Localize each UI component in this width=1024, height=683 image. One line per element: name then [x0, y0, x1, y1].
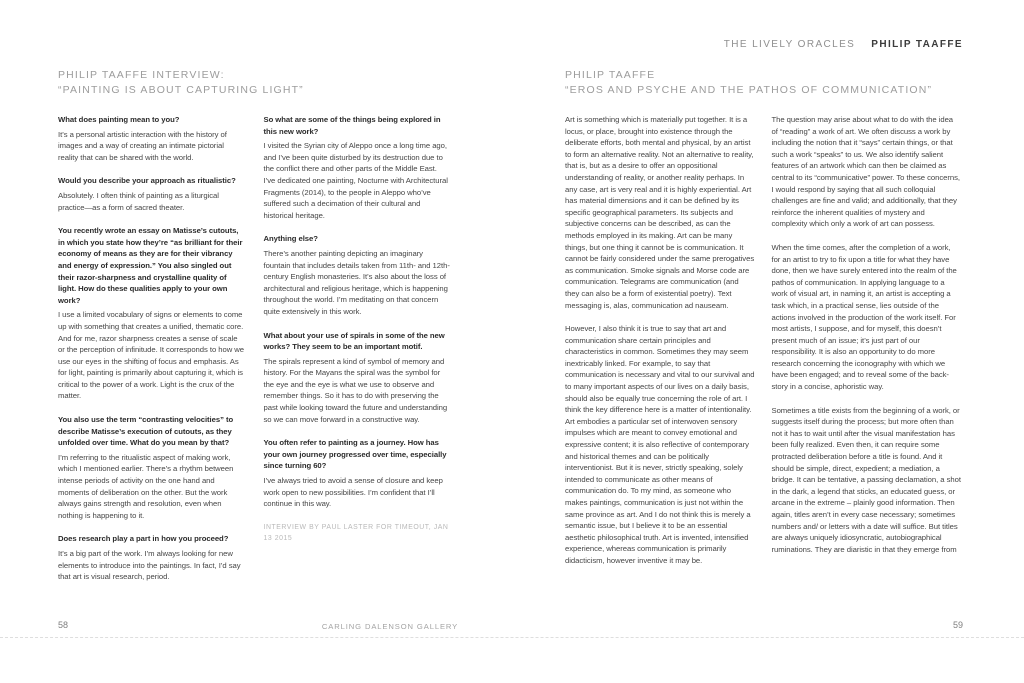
left-page-columns: [58, 114, 450, 595]
interview-question: You recently wrote an essay on Matisse’s cutouts, in which you state how they’re “as brilliant for their economy of means as they are for their vibrancy and energy of expression.” You also singled out their razor-sharpness and crystalline quality of light. How do these qualities apply to your own work?: [58, 226, 243, 305]
right-page-heading: [565, 68, 932, 97]
right-heading-line2: “EROS AND PSYCHE AND THE PATHOS OF COMMUNICATION”: [565, 83, 933, 96]
interview-answer: I’ve always tried to avoid a sense of closure and keep work open to new possibilities. I’m confident that I’ll continue in this way.: [263, 476, 443, 509]
essay-paragraph: However, I also think it is true to say that art and communication share certain principles and characteristics in common. Sometimes they may seem inextricably linked. For example, to say that communication is necessary and vital to our survival and to many important aspects of our lives on a daily basis, should also be equally true concerning the role of art. I think the key difference here is a matter of intentionality. Art embodies a particular set of interwoven sensory impulses which are meant to convey emotional and expressive content; it is also reflective of contemporary and historical themes and can be politically interventionist. But it is never, strictly speaking, solely intended to communicate as other means of communication do. To my mind, as someone who makes paintings, communication is just not within the same province as art. And I do not think this is merely a semantic issue, but I believe it to be an essential aesthetic philosophical truth. Art is invented, intensified experience, whereas communication is primarily didacticism, however inventive it may be.: [565, 324, 755, 565]
essay-column-2: [772, 114, 962, 579]
interview-question: What about your use of spirals in some of the new works? They seem to be an important motif.: [263, 330, 445, 352]
interview-question: What does painting mean to you?: [58, 115, 180, 124]
essay-paragraph: Art is something which is materially put together. It is a locus, or place, brought into existence through the deliberate efforts, both mental and physical, by an artist to form an alternative reality. Not an alternative to reality, that is, but as a desire to offer an oppositional understanding of reality, or another reality perhaps. In any case, art is very real and it is highly experiential. Art has material dimensions and it can be defined by its specific geographical parameters. Its subjects and subjective concerns can be described, as can the methods employed in its making. Art can be many things, but one thing it cannot be is communication. It cannot be fairly considered under the same prerogatives as communication. Smoke signals and Morse code are communication. Telegrams are communication (and they can also be a form of existential poetry). Text messaging is, alas, communication ad nauseam.: [565, 115, 755, 310]
interview-question: So what are some of the things being explored in this new work?: [263, 115, 441, 136]
interview-answer: I visited the Syrian city of Aleppo once a long time ago, and I’ve been quite disturbed by its destruction due to the conflict there and other parts of the Middle East. I’ve dedicated one painting, Nocturne with Architectural Fragments (2014), to the people in Aleppo who’ve suffered such a decimation of their cultural and historical heritage.: [263, 141, 448, 220]
author-name: PHILIP TAAFFE: [871, 39, 963, 50]
interview-answer: It’s a personal artistic interaction with the history of images and a way of creating an intimate pictorial reality that can be shared with the world.: [58, 129, 227, 162]
interview-answer: It’s a big part of the work. I’m always looking for new elements to introduce into the paintings. In fact, I’d say that art is visual research, period.: [58, 549, 241, 582]
interview-question: Would you describe your approach as ritualistic?: [58, 176, 236, 186]
interview-answer: The spirals represent a kind of symbol of memory and history. For the Mayans the spiral was the symbol for the eye and the eye is what we use to observe and remember things. So it has to do with preserving the past while looking toward the future and understanding so we can move forward in a constructive way.: [263, 356, 448, 424]
interview-question: You also use the term “contrasting velocities” to describe Matisse’s execution of cutouts, as they unfolded over time. What do you mean by that?: [58, 415, 234, 448]
essay-column-1: [565, 114, 755, 579]
right-page-columns: [565, 114, 961, 579]
essay-paragraph: When the time comes, after the completion of a work, for an artist to try to fix upon a title for what they have done, then we have surely entered into the realm of the pathos of communication. In applying language to a work of visual art, in naming it, an artist is accepting a task which, in a practical sense, lies outside of the actions involved in the production of the work itself. For most artists, I suppose, and for myself, this doesn’t present much of an issue; it’s just part of our responsibility. It is also an opportunity to do more research concerning the iconography with which we have been engaged; and to reveal some of the back-story in a concise, aphoristic way.: [771, 242, 957, 392]
interview-column-2: [264, 114, 451, 595]
page-number-left: 58: [58, 620, 69, 630]
interview-question: Anything else?: [263, 234, 318, 244]
left-heading-line2: “PAINTING IS ABOUT CAPTURING LIGHT”: [58, 83, 304, 96]
interview-question: You often refer to painting as a journey. How has your own journey progressed over time, especially since turning 60?: [263, 438, 447, 471]
running-header: [724, 39, 963, 50]
page-number-right: 59: [952, 620, 963, 630]
interview-question: Does research play a part in how you proceed?: [58, 534, 229, 544]
left-heading-line1: PHILIP TAAFFE INTERVIEW:: [58, 69, 225, 81]
essay-paragraph: The question may arise about what to do with the idea of “reading” a work of art. We often discuss a work by including the notion that it “says” certain things, or that such a work “speaks” to us. We also identify salient features of an artwork which can then be claimed as central to its “communicative” power. To these concerns, I would respond by saying that all such colloquial challenges are fine and valid; and additionally, that they reinforce the inherent qualities of mystery and complexity which only a work of art can possess.: [771, 115, 960, 229]
book-title: THE LIVELY ORACLES: [723, 39, 856, 50]
left-page-heading: [58, 68, 304, 97]
interview-answer: Absolutely. I often think of painting as a liturgical practice—as a form of sacred theater.: [58, 190, 219, 212]
right-heading-line1: PHILIP TAAFFE: [565, 69, 656, 81]
interview-answer: There’s another painting depicting an imaginary fountain that includes details taken from 11th- and 12th-century English monasteries. It’s also about the loss of architectural and religious heritage, which is happening throughout the world. I’m meditating on that concern quite extensively in this work.: [263, 248, 450, 316]
essay-paragraph: Sometimes a title exists from the beginning of a work, or suggests itself during the process; but more often than not it has to wait until after the visual manifestation has been fully realized. Even then, it can require some protracted deliberation before a title is found. And it should be simple, direct, expedient; a mediation, a bridge. It can be tentative, a passing declamation, a shot in the dark, a legend that sticks, an educated guess, or arcane in the extreme – plainly good information. Then again, titles aren’t in every case necessary; sometimes numbers and/ or letters with a date will suffice. But titles are always uniquely idiosyncratic, autobiographical ruminations. They are diaristic in that they emerge from: [771, 405, 961, 554]
credit-line: INTERVIEW BY PAUL LASTER FOR TIMEOUT, JAN 13 2015: [263, 523, 449, 543]
interview-column-1: [58, 114, 245, 595]
gallery-name: CARLING DALENSON GALLERY: [321, 622, 459, 631]
page-edge-line: [0, 637, 1024, 638]
interview-answer: I’m referring to the ritualistic aspect of making work, which I mentioned earlier. There’s a rhythm between intense periods of activity on the one hand and moments of deliberation on the other. But the work always gains strength and resolution, even when nothing is happening to it.: [58, 452, 234, 520]
interview-answer: I use a limited vocabulary of signs or elements to come up with something that creates a unified, thematic core. And for me, razor sharpness creates a sense of scale or the perception of infinitude. It corresponds to how we use our eyes in the shifting of focus and emphasis. As for light, painting is primarily about capturing it, which is critical to the power of a work. Light is the crux of the matter.: [58, 310, 245, 401]
